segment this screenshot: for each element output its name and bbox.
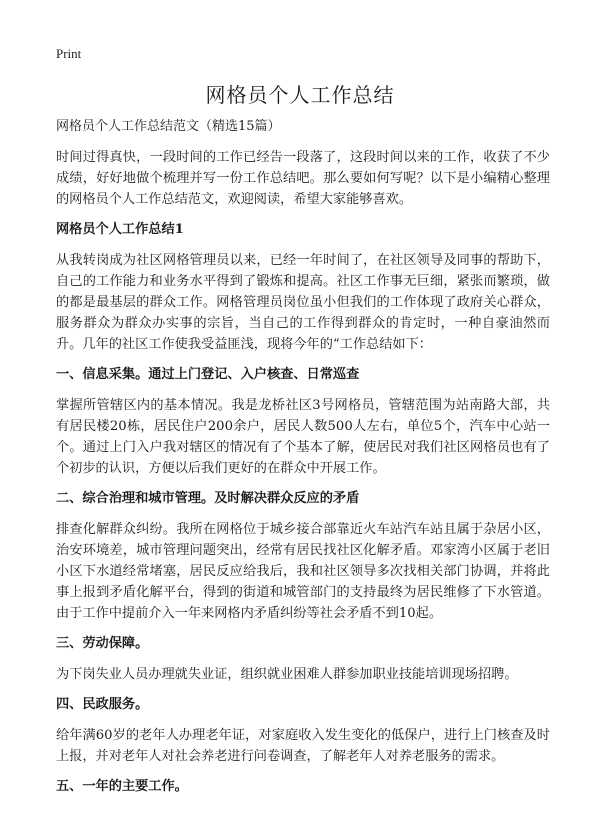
item-heading-5: 五、一年的主要工作。 xyxy=(56,779,188,794)
print-link[interactable]: Print xyxy=(56,46,82,61)
page-title: 网格员个人工作总结 xyxy=(205,83,395,107)
item-paragraph-4: 给年满60岁的老年人办理老年证，对家庭收入发生变化的低保户，进行上门核查及时上报，并对老年人对社会养老进行问卷调查，了解老年人对养老服务的需求。 xyxy=(56,728,550,764)
item-paragraph-1: 掌握所管辖区内的基本情况。我是龙桥社区3号网格员，管辖范围为站南路大部，共有居民楼20栋，居民住户200余户，居民人数500人左右，单位5个，汽车中心站一个。通过上门入户我对辖区的情况有了个基本了解，使居民对我们社区网格员也有了个初步的认识，方便以后我们更好的在群众中开展工作。 xyxy=(56,398,550,476)
document-subtitle: 网格员个人工作总结范文（精选15篇） xyxy=(56,119,281,134)
section-heading: 网格员个人工作总结1 xyxy=(56,222,184,237)
item-paragraph-3: 为下岗失业人员办理就失业证，组织就业困难人群参加职业技能培训现场招聘。 xyxy=(56,667,518,682)
item-paragraph-2: 排查化解群众纠纷。我所在网格位于城乡接合部靠近火车站汽车站且属于杂居小区，治安环境差，城市管理问题突出，经常有居民找社区化解矛盾。邓家湾小区属于老旧小区下水道经常堵塞，居民反应给我后，我和社区领导多次找相关部门协调，并将此事上报到矛盾化解平台，得到的街道和城管部门的支持最终为居民维修了下水管道。由于工作中提前介入一年来网格内矛盾纠纷等社会矛盾不到10起。 xyxy=(56,522,550,621)
item-heading-2: 二、综合治理和城市管理。及时解决群众反应的矛盾 xyxy=(56,491,360,506)
item-heading-1: 一、信息采集。通过上门登记、入户核查、日常巡查 xyxy=(56,367,360,382)
section-paragraph: 从我转岗成为社区网格管理员以来，已经一年时间了，在社区领导及同事的帮助下，自己的工作能力和业务水平得到了锻炼和提高。社区工作事无巨细，紧张而繁琐，做的都是最基层的群众工作。网格管理员岗位虽小但我们的工作体现了政府关心群众，服务群众为群众办实事的宗旨，当自己的工作得到群众的肯定时，一种自豪油然而升。几年的社区工作使我受益匪浅，现将今年的“工作总结如下： xyxy=(56,253,550,352)
document-body xyxy=(56,118,550,807)
item-heading-3: 三、劳动保障。 xyxy=(56,636,149,651)
intro-paragraph: 时间过得真快，一段时间的工作已经告一段落了，这段时间以来的工作，收获了不少成绩，好好地做个梳理并写一份工作总结吧。那么要如何写呢？以下是小编精心整理的网格员个人工作总结范文，欢迎阅读，希望大家能够喜欢。 xyxy=(56,150,550,207)
item-heading-4: 四、民政服务。 xyxy=(56,697,149,712)
